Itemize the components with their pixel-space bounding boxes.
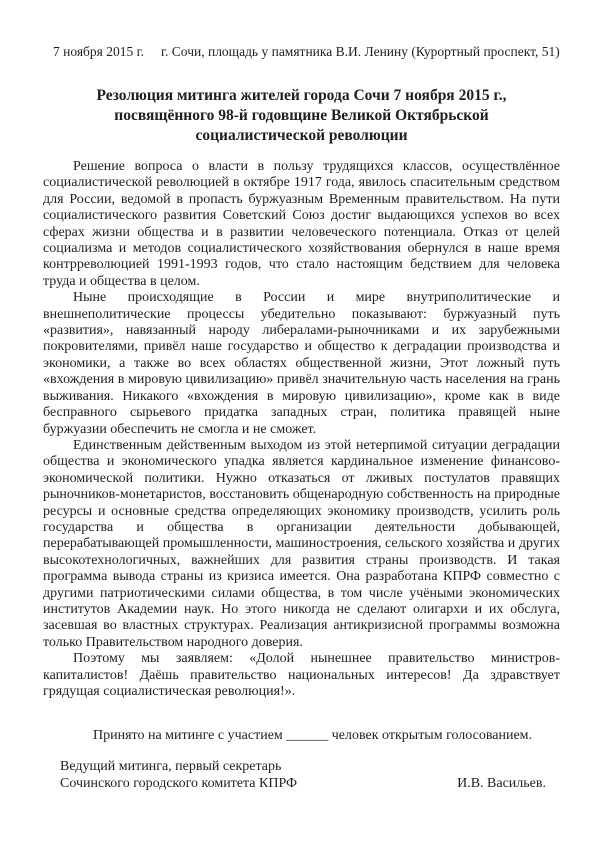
signature-block [60, 758, 560, 793]
header-location: г. Сочи, площадь у памятника В.И. Ленину (Курортный проспект, 51) [161, 44, 560, 59]
title-line-1: Резолюция митинга жителей города Сочи 7 ноября 2015 г., [96, 87, 507, 104]
signature-role-line-2: Сочинского городского комитета КПРФ [60, 776, 298, 792]
signature-role-line-1: Ведущий митинга, первый секретарь [60, 758, 282, 774]
document-title [43, 86, 560, 146]
paragraph-revolution-1917: Решение вопроса о власти в пользу трудящихся классов, осуществлённое социалистической революцией в октябре 1917 года, явилось спасительным средством для России, ведомой в пропасть буржуазным Временным правительством. На пути социалистического развития Советский Союз достиг выдающихся успехов во всех сферах жизни общества и в развитии человеческого потенциала. Отказ от целей социализма и методов социалистического хозяйствования обернулся в наше время контрреволюцией 1991-1993 годов, что стало настоящим бедствием для человека труда и общества в целом. [43, 159, 560, 289]
title-line-3: социалистической революции [195, 127, 408, 144]
paragraph-declaration: Поэтому мы заявляем: «Долой нынешнее правительство министров-капиталистов! Даёшь правительство национальных интересов! Да здравствует грядущая социалистическая революция!». [43, 651, 560, 699]
signature-row [60, 775, 560, 793]
document-header [43, 44, 560, 60]
paragraph-current-processes: Ныне происходящие в России и мире внутриполитические и внешнеполитические процессы убедительно показывают: буржуазный путь «развития», навязанный народу либералами-рыночниками и их зарубежными покровителями, привёл наше государство и общество к деградации производства и экономики, а также во всех областях общественной жизни, Этот ложный путь «вхождения в мировую цивилизацию» привёл значительную часть населения на грань выживания. Никакого «вхождения в мировую цивилизацию», кроме как в виде бесправного сырьевого придатка западных стран, политика правящей ныне буржуазии обеспечить не смогла и не сможет. [43, 290, 560, 437]
signature-name: И.В. Васильев. [457, 776, 546, 792]
header-date: 7 ноября 2015 г. [53, 44, 145, 59]
title-line-2: посвящённого 98-й годовщине Великой Октябрьской [114, 107, 489, 124]
document-body [43, 159, 560, 793]
paragraph-economic-policy: Единственным действенным выходом из этой нетерпимой ситуации деградации общества и экономического упадка является кардинальное изменение финансово-экономической политики. Нужно отказаться от лживых постулатов правящих рыночников-монетаристов, восстановить общенародную собственность на природные ресурсы и основные средства определяющих экономику производств, усилить роль государства и общества в организации деятельности добывающей, перерабатывающей промышленности, машиностроения, сельского хозяйства и других высокотехнологичных, важнейших для развития страны производств. И такая программа вывода страны из кризиса имеется. Она разработана КПРФ совместно с другими патриотическими силами общества, в том числе учёными экономических институтов Академии наук. Но этого никогда не сделают олигархи и их обслуга, засевшая во властных структурах. Реализация антикризисной программы возможна только Правительством народного доверия. [43, 437, 560, 650]
adoption-line: Принято на митинге с участием ______ человек открытым голосованием. [93, 728, 533, 744]
